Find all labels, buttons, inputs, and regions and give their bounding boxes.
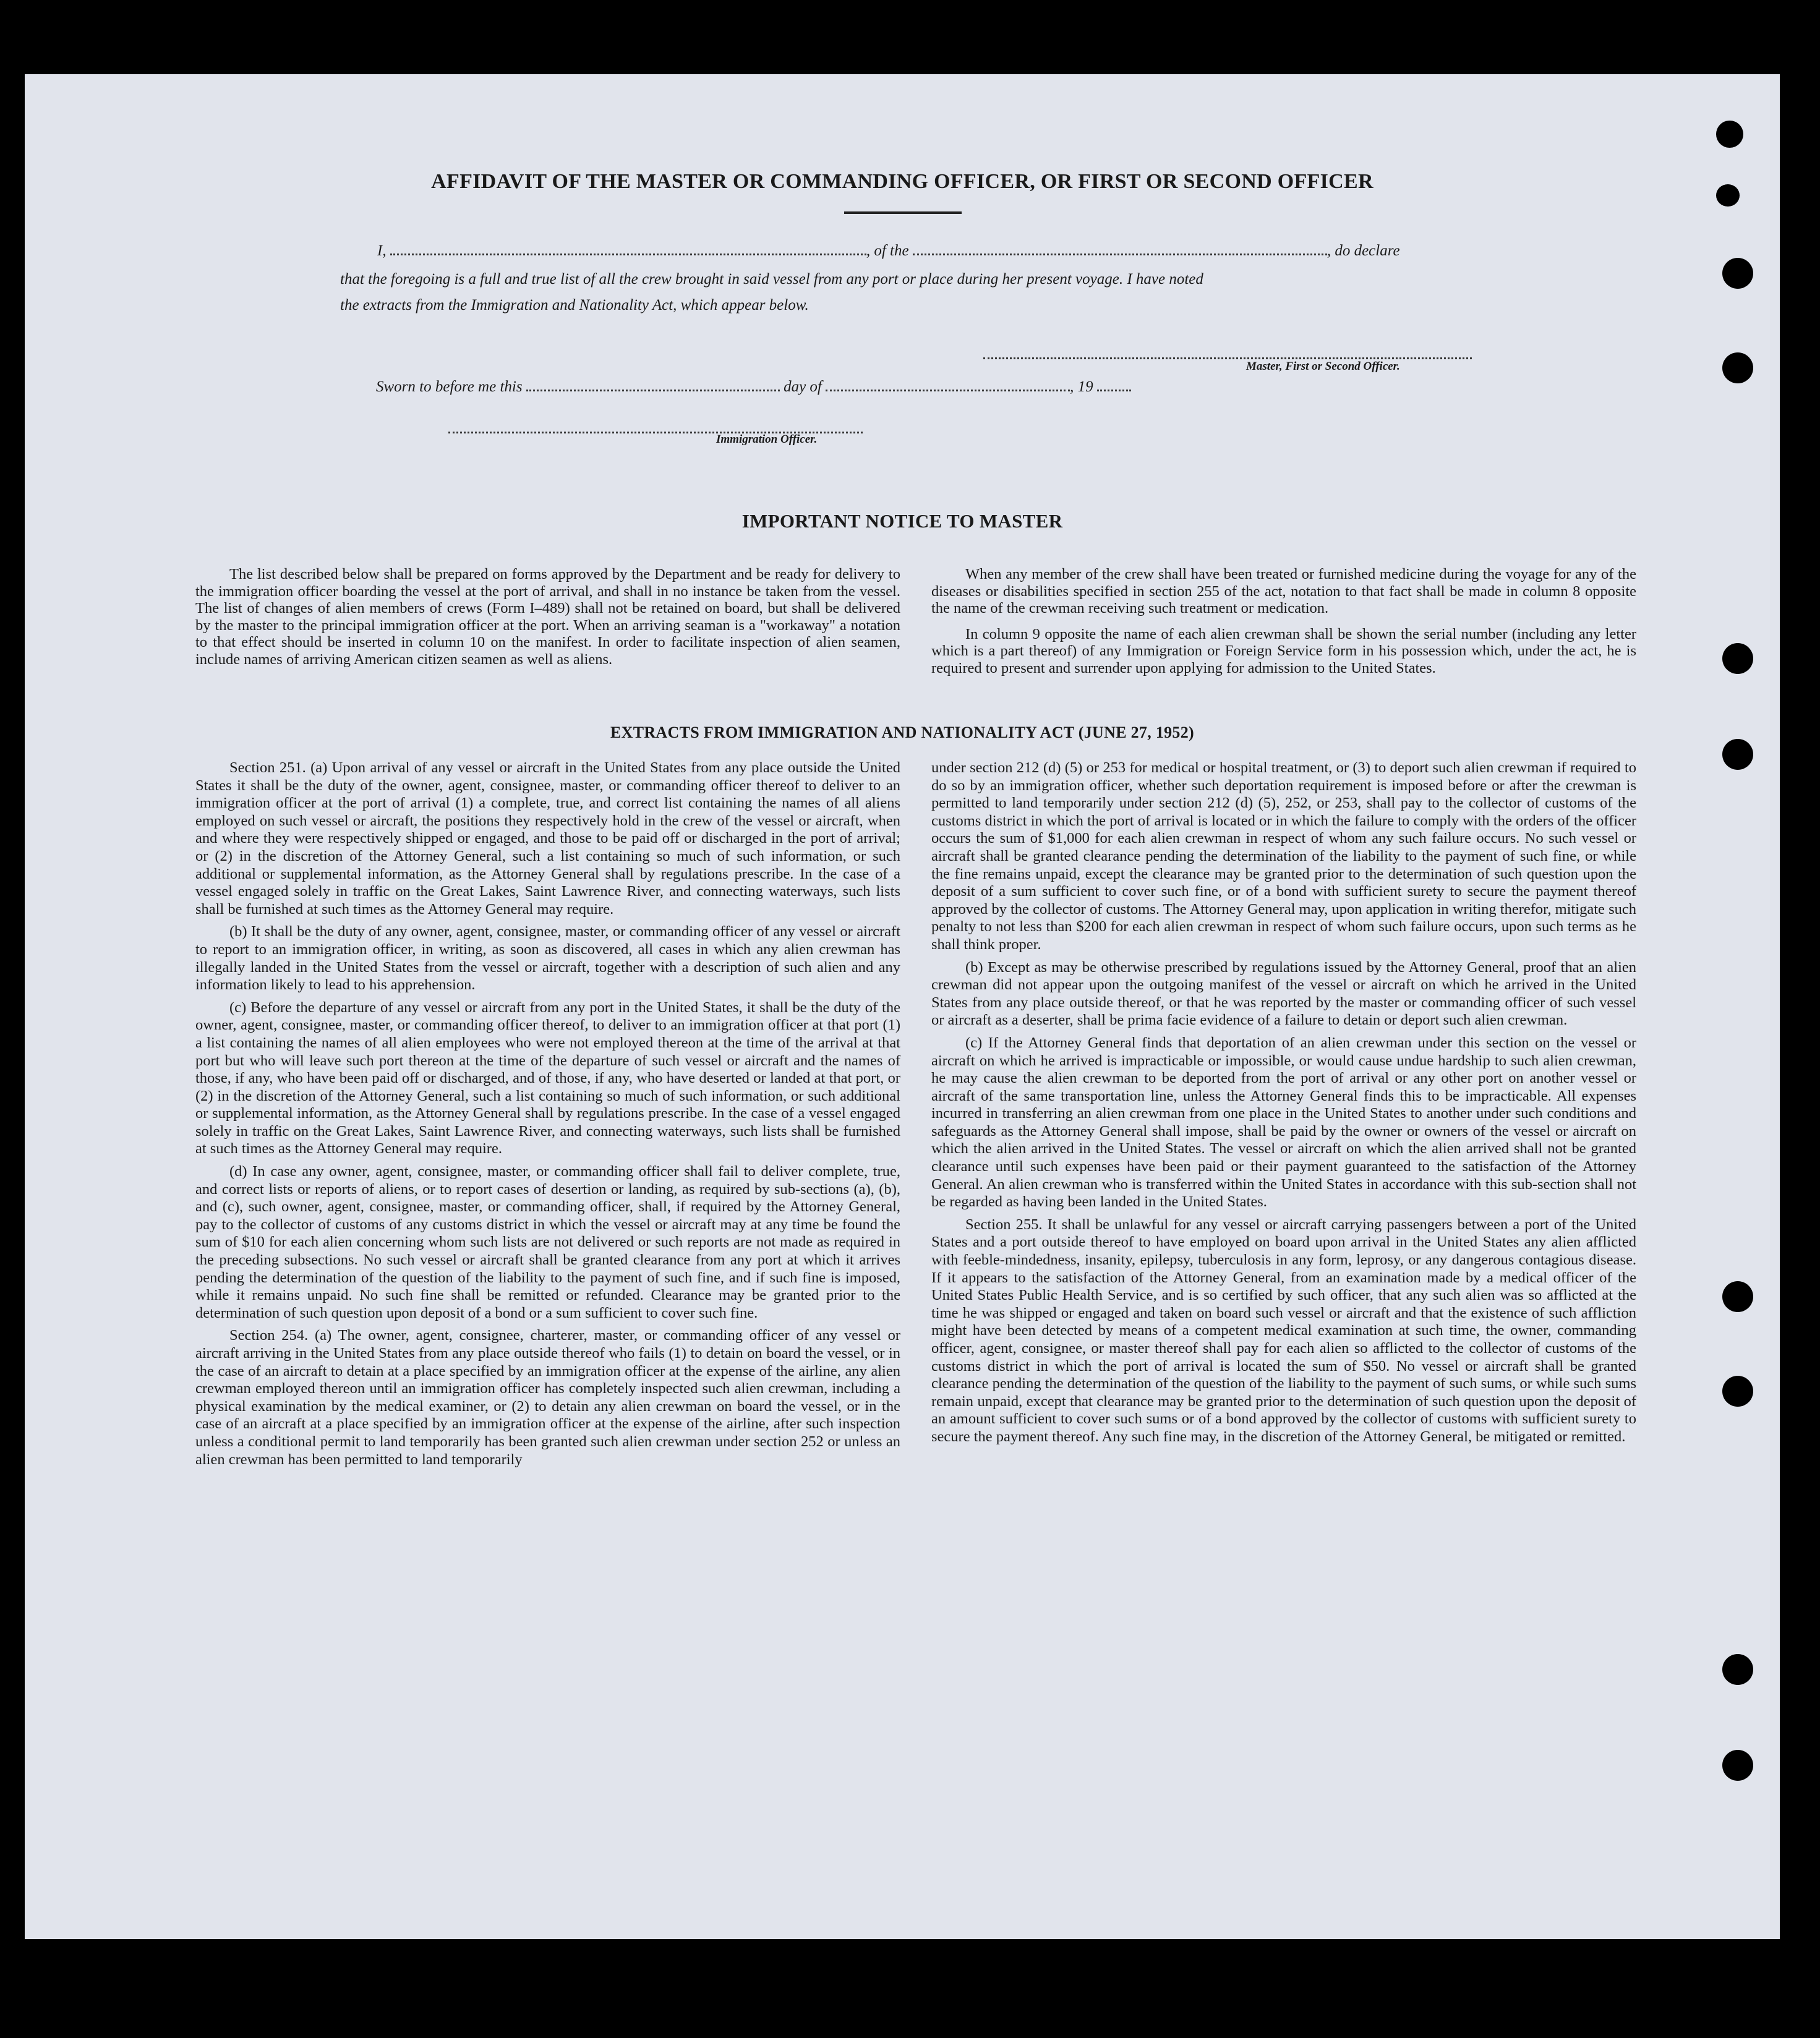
punch-hole bbox=[1722, 1376, 1753, 1407]
sworn-line bbox=[376, 378, 1131, 396]
vessel-name-blank[interactable] bbox=[913, 242, 1327, 255]
section-255: Section 255. It shall be unlawful for any vessel or aircraft carrying passengers between a port of the United States and a port outside thereof to have employed on board upon arrival in the United States any alien afflicted with feeble-mindedness, insanity, epilepsy, tuberculosis in any form, leprosy, or any dangerous contagious disease. If it appears to the satisfaction of the Attorney General, from an examination made by a medical officer of the United States Public Health Service, and is so certified by such officer, that any such alien was so afflicted at the time he was shipped or engaged and taken on board such vessel or aircraft and that the existence of such affliction might have been detected by means of a competent medical examination at such time, the owner, commanding officer, agent, consignee, or master thereof shall pay for each alien so afflicted to the collector of customs of the customs district in which the port of arrival is located the sum of $50. No vessel or aircraft shall be granted clearance pending the determination of the question of the liability to the payment of such sums, or while such sums remain unpaid, except that clearance may be granted prior to the determination of such question upon the deposit of an amount sufficient to cover such sums or of a bond approved by the collector of customs with sufficient surety to secure the payment thereof. Any such fine may, in the discretion of the Attorney General, be mitigated or remitted. bbox=[931, 1216, 1636, 1445]
extracts-left-column bbox=[195, 759, 900, 1473]
affidavit-title: AFFIDAVIT OF THE MASTER OR COMMANDING OFFICER, OR FIRST OR SECOND OFFICER bbox=[431, 170, 1374, 193]
notice-right-paragraph-1: When any member of the crew shall have been treated or furnished medicine during the voyage for any of the diseases or disabilities specified in section 255 of the act, notation to that fact shall be made in column 8 opposite the name of the crewman receiving such treatment or medication. bbox=[931, 566, 1636, 616]
section-251-a: Section 251. (a) Upon arrival of any vessel or aircraft in the United States from any place outside the United States it shall be the duty of the owner, agent, consignee, master, or commanding officer thereof to deliver to an immigration officer at the port of arrival (1) a complete, true, and correct list containing the names of all aliens employed on such vessel or aircraft, the positions they respectively hold in the crew of the vessel or aircraft, when and where they were respectively shipped or engaged, and those to be paid off or discharged in the port of arrival; or (2) in the discretion of the Attorney General, such a list containing so much of such information, or such additional or supplemental information, as the Attorney General shall by regulations prescribe. In the case of a vessel engaged solely in traffic on the Great Lakes, Saint Lawrence River, and connecting waterways, such lists shall be furnished at such times as the Attorney General may require. bbox=[195, 759, 900, 918]
notice-left-column bbox=[195, 566, 900, 676]
punch-hole bbox=[1722, 1750, 1753, 1781]
sworn-year-blank[interactable] bbox=[1097, 378, 1131, 391]
punch-hole bbox=[1716, 184, 1740, 207]
immigration-officer-signature-line[interactable] bbox=[448, 420, 863, 433]
of-the-label: , of the bbox=[866, 242, 909, 259]
notice-title: IMPORTANT NOTICE TO MASTER bbox=[741, 510, 1063, 532]
notice-right-column bbox=[931, 566, 1636, 685]
punch-hole bbox=[1722, 1281, 1753, 1312]
master-signature-caption: Master, First or Second Officer. bbox=[1246, 360, 1400, 373]
sworn-label: Sworn to before me this bbox=[376, 378, 523, 395]
punch-hole bbox=[1722, 739, 1753, 770]
punch-hole bbox=[1716, 121, 1743, 148]
master-name-blank[interactable] bbox=[390, 242, 866, 255]
statement-line-3: the extracts from the Immigration and Nationality Act, which appear below. bbox=[340, 297, 809, 313]
do-declare-label: , do declare bbox=[1327, 242, 1400, 259]
notice-right-paragraph-2: In column 9 opposite the name of each alien crewman shall be shown the serial number (including any letter which is a part thereof) of any Immigration or Foreign Service form in his possession which, under the act, he is required to present and surrender upon applying for admission to the United States. bbox=[931, 625, 1636, 676]
document-sheet bbox=[25, 74, 1780, 1939]
punch-hole bbox=[1722, 258, 1753, 289]
extracts-right-column bbox=[931, 759, 1636, 1451]
declaration-line bbox=[377, 242, 1400, 260]
punch-hole bbox=[1722, 352, 1753, 383]
section-251-c: (c) Before the departure of any vessel or aircraft from any port in the United States, it shall be the duty of the owner, agent, consignee, master, or commanding officer thereof, to deliver to an immigration officer at that port (1) a list containing the names of all alien employees who were not employed thereon at the time of the arrival at that port but who will leave such port thereon at the time of the departure of such vessel or aircraft and the names of those, if any, who have been paid off or discharged, and of those, if any, who have deserted or landed at that port, or (2) in the discretion of the Attorney General, such a list containing so much of such information, or such additional or supplemental information, as the Attorney General shall by regulations prescribe. In the case of a vessel engaged solely in traffic on the Great Lakes, Saint Lawrence River, and connecting waterways, such lists shall be furnished at such times as the Attorney General may require. bbox=[195, 999, 900, 1158]
section-254-a-continued: under section 212 (d) (5) or 253 for medical or hospital treatment, or (3) to deport such alien crewman if required to do so by an immigration officer, whether such deportation requirement is imposed before or after the crewman is permitted to land temporarily under section 212 (d) (5), 252, or 253, shall pay to the collector of customs of the customs district in which the port of arrival is located or in which the failure to comply with the orders of the officer occurs the sum of $1,000 for each alien crewman in respect of whom any such failure occurs. No such vessel or aircraft shall be granted clearance pending the determination of the liability to the payment of such fine, or while the fine remains unpaid, except the clearance may be granted prior to the determination of such question upon the deposit of a sum sufficient to cover such fine, or of a bond with sufficient surety to secure the payment thereof approved by the collector of customs. The Attorney General may, upon application in writing therefor, mitigate such penalty to not less than $200 for each alien crewman in respect of whom such failure occurs, upon such terms as he shall think proper. bbox=[931, 759, 1636, 953]
extracts-title: EXTRACTS FROM IMMIGRATION AND NATIONALITY ACT (JUNE 27, 1952) bbox=[610, 723, 1194, 741]
punch-hole bbox=[1722, 643, 1753, 674]
year-label: , 19 bbox=[1070, 378, 1093, 395]
section-254-b: (b) Except as may be otherwise prescribed by regulations issued by the Attorney General, proof that an alien crewman did not appear upon the outgoing manifest of the vessel or aircraft on which he arrived in the United States from any place outside thereof, or that he was reported by the master or commanding officer of such vessel or aircraft as a deserter, shall be prima facie evidence of a failure to detain or deport such alien crewman. bbox=[931, 958, 1636, 1029]
section-251-b: (b) It shall be the duty of any owner, agent, consignee, master, or commanding officer of any vessel or aircraft to report to an immigration officer, in writing, as soon as discovered, all cases in which any alien crewman has illegally landed in the United States from the vessel or aircraft, together with a description of such alien and any information likely to lead to his apprehension. bbox=[195, 923, 900, 994]
immigration-officer-caption: Immigration Officer. bbox=[716, 433, 818, 446]
sworn-day-blank[interactable] bbox=[526, 378, 780, 391]
title-divider bbox=[844, 211, 962, 214]
notice-left-paragraph: The list described below shall be prepared on forms approved by the Department and be ready for delivery to the immigration officer boarding the vessel at the port of arrival, and shall in no instance be taken from the vessel. The list of changes of alien members of crews (Form I–489) shall not be retained on board, but shall be delivered by the master to the principal immigration officer at the port. When an arriving seaman is a "workaway" a notation to that effect should be inserted in column 10 on the manifest. In order to facilitate inspection of alien seamen, include names of arriving American citizen seamen as well as aliens. bbox=[195, 566, 900, 668]
master-signature-line[interactable] bbox=[983, 346, 1472, 359]
punch-hole bbox=[1722, 1654, 1753, 1685]
sworn-month-blank[interactable] bbox=[826, 378, 1070, 391]
section-251-d: (d) In case any owner, agent, consignee, master, or commanding officer shall fail to deliver complete, true, and correct lists or reports of aliens, or to report cases of desertion or landing, as required by sub-sections (a), (b), and (c), such owner, agent, consignee, master, or commanding officer, shall, if required by the Attorney General, pay to the collector of customs of any customs district in which the vessel or aircraft may at any time be found the sum of $10 for each alien concerning whom such lists are not delivered or such reports are not made as required in the preceding subsections. No such vessel or aircraft shall be granted clearance from any port at which it arrives pending the determination of the question of the liability to the payment of such fine, and if such fine is imposed, while it remains unpaid. No such fine shall be remitted or refunded. Clearance may be granted prior to the determination of such question upon deposit of a bond or a sum sufficient to cover such fine. bbox=[195, 1163, 900, 1321]
section-254-c: (c) If the Attorney General finds that deportation of an alien crewman under this section on the vessel or aircraft on which he arrived is impracticable or impossible, or would cause undue hardship to such alien crewman, he may cause the alien crewman to be deported from the port of arrival or any other port on another vessel or aircraft of the same transportation line, unless the Attorney General finds this to be impracticable. All expenses incurred in transferring an alien crewman from one place in the United States to another under such conditions and safeguards as the Attorney General shall impose, shall be paid by the owner or owners of the vessel or aircraft on which the alien arrived in the United States. The vessel or aircraft on which the alien arrived shall not be granted clearance until such expenses have been paid or their payment guaranteed to the satisfaction of the Attorney General. An alien crewman who is transferred within the United States in accordance with this sub-section shall not be regarded as having been landed in the United States. bbox=[931, 1034, 1636, 1211]
section-254-a: Section 254. (a) The owner, agent, consignee, charterer, master, or commanding officer of any vessel or aircraft arriving in the United States from any place outside thereof who fails (1) to detain on board the vessel, or in the case of an aircraft to detain at a place specified by an immigration officer at the expense of the airline, any alien crewman employed thereon until an immigration officer has completely inspected such alien crewman, including a physical examination by the medical examiner, or (2) to detain any alien crewman on board the vessel, or in the case of an aircraft at a place specified by an immigration officer at the expense of the airline, after such inspection unless a conditional permit to land temporarily has been granted such alien crewman under section 252 or unless an alien crewman has been permitted to land temporarily bbox=[195, 1327, 900, 1468]
day-of-label: day of bbox=[784, 378, 822, 395]
statement-line-2: that the foregoing is a full and true list of all the crew brought in said vessel from any port or place during her present voyage. I have noted bbox=[340, 271, 1203, 288]
i-label: I, bbox=[377, 242, 387, 259]
